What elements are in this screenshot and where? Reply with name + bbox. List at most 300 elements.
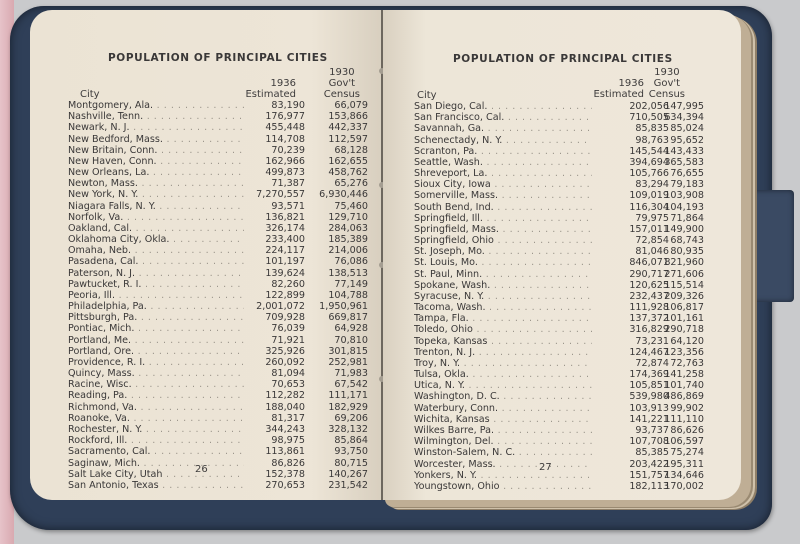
city-name: Sacramento, Cal. . . . [68,446,244,457]
census-1930: 79,183 [670,179,704,191]
city-name: St. Louis, Mo. . . . [414,257,592,268]
estimated-1936: 70,239 [271,144,305,156]
census-1930: 112,597 [328,133,368,145]
city-name: Oakland, Cal. . . . [68,223,244,234]
city-name: New York, N. Y. . . . [68,189,244,200]
estimated-1936: 539,980 [629,391,669,403]
estimated-1936: 139,624 [265,267,305,279]
table-row [414,157,704,168]
table-row [414,347,704,358]
city-name: St. Paul, Minn. . . . [414,269,592,280]
city-name: Niagara Falls, N. Y. . . . [68,201,244,212]
header-year-1936: 1936 [270,78,296,89]
population-table-left [68,100,368,491]
census-1930: 138,513 [328,267,368,279]
estimated-1936: 109,019 [629,190,669,202]
table-row [68,212,368,223]
city-name: Pasadena, Cal. . . . [68,256,244,267]
estimated-1936: 710,505 [629,112,669,124]
estimated-1936: 82,260 [271,278,305,290]
table-row [414,280,704,291]
table-row [414,101,704,112]
table-row [414,246,704,257]
table-row [68,134,368,145]
table-row [68,256,368,267]
census-1930: 134,646 [664,469,704,481]
city-name: Spokane, Wash. . . . [414,280,592,291]
table-row [414,123,704,134]
header-year-1936: 1936 [618,78,644,89]
city-name: Pawtucket, R. I. . . . [68,279,244,290]
table-row [68,335,368,346]
census-1930: 6,930,446 [319,189,368,201]
city-name: Oklahoma City, Okla. . . . [68,234,244,245]
estimated-1936: 846,071 [629,257,669,269]
city-name: Winston-Salem, N. C. . . . [414,447,592,458]
table-row [68,145,368,156]
census-1930: 301,815 [328,345,368,357]
estimated-1936: 76,039 [271,323,305,335]
city-name: Waterbury, Conn. . . . [414,403,592,414]
estimated-1936: 162,966 [265,155,305,167]
census-1930: 86,626 [670,424,704,436]
census-1930: 99,902 [670,402,704,414]
city-name: Saginaw, Mich. . . . [68,458,244,469]
estimated-1936: 122,899 [265,289,305,301]
city-name: Youngstown, Ohio . . . [414,481,592,492]
city-name: Roanoke, Va. . . . [68,413,244,424]
table-row [414,369,704,380]
table-row [68,357,368,368]
estimated-1936: 394,694 [629,156,669,168]
table-row [414,470,704,481]
table-row [414,459,704,470]
table-row [414,414,704,425]
estimated-1936: 105,851 [629,380,669,392]
city-name: New Bedford, Mass. . . . [68,134,244,145]
estimated-1936: 81,317 [271,412,305,424]
estimated-1936: 224,117 [265,245,305,257]
table-row [68,346,368,357]
estimated-1936: 86,826 [271,457,305,469]
census-1930: 67,542 [334,379,368,391]
census-1930: 214,006 [328,245,368,257]
census-1930: 76,086 [334,256,368,268]
census-1930: 140,267 [328,468,368,480]
city-name: Tacoma, Wash. . . . [414,302,592,313]
estimated-1936: 709,928 [265,312,305,324]
estimated-1936: 290,717 [629,268,669,280]
estimated-1936: 81,094 [271,368,305,380]
estimated-1936: 111,928 [629,302,669,314]
estimated-1936: 98,975 [271,435,305,447]
table-row [414,235,704,246]
estimated-1936: 182,113 [629,480,669,492]
header-govt: Gov't [653,78,681,89]
table-row [414,403,704,414]
estimated-1936: 137,372 [629,313,669,325]
estimated-1936: 73,231 [635,335,669,347]
estimated-1936: 116,304 [629,201,669,213]
estimated-1936: 326,174 [265,222,305,234]
estimated-1936: 7,270,557 [256,189,305,201]
table-row [68,469,368,480]
census-1930: 104,193 [664,201,704,213]
estimated-1936: 107,708 [629,436,669,448]
estimated-1936: 2,001,072 [256,301,305,313]
city-name: Richmond, Va. . . . [68,402,244,413]
table-row [414,425,704,436]
header-estimated: Estimated [593,89,644,100]
census-1930: 486,869 [664,391,704,403]
column-header-census [649,67,685,100]
city-name: St. Joseph, Mo. . . . [414,246,592,257]
city-name: Omaha, Neb. . . . [68,245,244,256]
city-name: Newton, Mass. . . . [68,178,244,189]
city-name: Wilmington, Del. . . . [414,436,592,447]
table-row [68,379,368,390]
column-header-city: City [80,89,100,100]
census-1930: 65,276 [334,178,368,190]
city-name: Quincy, Mass. . . . [68,368,244,379]
estimated-1936: 260,092 [265,356,305,368]
city-name: Racine, Wisc. . . . [68,379,244,390]
estimated-1936: 202,056 [629,101,669,112]
census-1930: 365,583 [664,156,704,168]
estimated-1936: 120,625 [629,279,669,291]
census-1930: 185,389 [328,234,368,246]
census-1930: 170,002 [664,480,704,492]
table-row [68,480,368,491]
table-row [68,100,368,111]
estimated-1936: 72,874 [635,357,669,369]
estimated-1936: 124,467 [629,346,669,358]
estimated-1936: 113,861 [265,446,305,458]
census-1930: 68,743 [670,235,704,247]
census-1930: 182,929 [328,401,368,413]
census-1930: 64,928 [334,323,368,335]
census-1930: 634,394 [664,112,704,124]
estimated-1936: 152,378 [265,468,305,480]
table-row [414,391,704,402]
city-name: Springfield, Mass. . . . [414,224,592,235]
city-name: Paterson, N. J. . . . [68,268,244,279]
estimated-1936: 101,197 [265,256,305,268]
estimated-1936: 71,921 [271,334,305,346]
census-1930: 70,810 [334,334,368,346]
city-name: Rockford, Ill. . . . [68,435,244,446]
table-row [414,380,704,391]
census-1930: 69,206 [334,412,368,424]
estimated-1936: 136,821 [265,211,305,223]
table-row [414,224,704,235]
estimated-1936: 103,913 [629,402,669,414]
estimated-1936: 316,829 [629,324,669,336]
census-1930: 123,356 [664,346,704,358]
census-1930: 290,718 [664,324,704,336]
table-row [414,302,704,313]
table-row [68,156,368,167]
table-row [414,336,704,347]
census-1930: 66,079 [334,100,368,111]
estimated-1936: 93,737 [635,424,669,436]
table-row [68,402,368,413]
population-table-right [414,101,704,492]
census-1930: 64,120 [670,335,704,347]
header-govt: Gov't [328,78,356,89]
table-row [68,279,368,290]
table-row [414,436,704,447]
city-name: San Antonio, Texas . . . [68,480,244,491]
estimated-1936: 72,854 [635,235,669,247]
table-row [414,358,704,369]
census-1930: 75,460 [334,200,368,212]
table-row [68,167,368,178]
census-1930: 68,128 [334,144,368,156]
table-row [414,168,704,179]
city-name: Pittsburgh, Pa. . . . [68,312,244,323]
census-1930: 77,149 [334,278,368,290]
table-row [414,447,704,458]
estimated-1936: 157,011 [629,223,669,235]
city-name: South Bend, Ind. . . . [414,202,592,213]
city-name: Syracuse, N. Y. . . . [414,291,592,302]
column-header-city: City [417,90,437,101]
estimated-1936: 203,422 [629,458,669,470]
table-row [68,312,368,323]
census-1930: 72,763 [670,357,704,369]
census-1930: 93,750 [334,446,368,458]
estimated-1936: 270,653 [265,479,305,491]
city-name: Trenton, N. J. . . . [414,347,592,358]
city-name: San Diego, Cal. . . . [414,101,592,112]
census-1930: 85,864 [334,435,368,447]
table-row [68,368,368,379]
city-name: Wilkes Barre, Pa. . . . [414,425,592,436]
census-1930: 149,900 [664,223,704,235]
census-1930: 669,817 [328,312,368,324]
city-name: Reading, Pa. . . . [68,390,244,401]
column-header-estimated [593,78,644,100]
estimated-1936: 93,571 [271,200,305,212]
city-name: Yonkers, N. Y. . . . [414,470,592,481]
city-name: Worcester, Mass. . . . [414,459,592,470]
census-1930: 71,864 [670,212,704,224]
census-1930: 101,740 [664,380,704,392]
city-name: Newark, N. J. . . . [68,122,244,133]
table-row [68,323,368,334]
header-estimated: Estimated [245,89,296,100]
city-name: Nashville, Tenn. . . . [68,111,244,122]
census-1930: 106,817 [664,302,704,314]
table-row [68,268,368,279]
estimated-1936: 85,385 [635,447,669,459]
table-row [68,111,368,122]
census-1930: 209,326 [664,290,704,302]
table-row [414,257,704,268]
estimated-1936: 83,190 [271,100,305,111]
table-row [414,179,704,190]
column-header-estimated [245,78,296,100]
table-row [414,269,704,280]
estimated-1936: 98,763 [635,134,669,146]
census-1930: 106,597 [664,436,704,448]
estimated-1936: 145,544 [629,145,669,157]
city-name: Troy, N. Y. . . . [414,358,592,369]
table-row [68,446,368,457]
census-1930: 821,960 [664,257,704,269]
census-1930: 71,983 [334,368,368,380]
estimated-1936: 188,040 [265,401,305,413]
census-1930: 103,908 [664,190,704,202]
city-name: San Francisco, Cal. . . . [414,112,592,123]
census-1930: 111,110 [664,413,704,425]
table-row [68,245,368,256]
estimated-1936: 499,873 [265,167,305,179]
city-name: Topeka, Kansas . . . [414,336,592,347]
census-1930: 111,171 [328,390,368,402]
city-name: Pontiac, Mich. . . . [68,323,244,334]
city-name: Somerville, Mass. . . . [414,190,592,201]
city-name: Montgomery, Ala. . . . [68,100,244,111]
estimated-1936: 325,926 [265,345,305,357]
city-name: Schenectady, N. Y. . . . [414,135,592,146]
city-name: Rochester, N. Y. . . . [68,424,244,435]
census-1930: 80,935 [670,246,704,258]
estimated-1936: 70,653 [271,379,305,391]
city-name: Peoria, Ill. . . . [68,290,244,301]
page-title: POPULATION OF PRINCIPAL CITIES [108,52,328,64]
table-row [414,324,704,335]
census-1930: 328,132 [328,423,368,435]
estimated-1936: 232,437 [629,290,669,302]
census-1930: 458,762 [328,167,368,179]
census-1930: 101,161 [664,313,704,325]
page-number: 27 [539,462,552,473]
page-number: 26 [195,464,208,475]
census-1930: 231,542 [328,479,368,491]
table-row [68,435,368,446]
city-name: Tulsa, Okla. . . . [414,369,592,380]
header-year-1930: 1930 [654,67,680,78]
header-year-1930: 1930 [329,67,355,78]
city-name: New Haven, Conn. . . . [68,156,244,167]
estimated-1936: 112,282 [265,390,305,402]
estimated-1936: 105,766 [629,168,669,180]
table-row [414,146,704,157]
estimated-1936: 141,221 [629,413,669,425]
city-name: Washington, D. C. . . . [414,391,592,402]
city-name: Philadelphia, Pa. . . . [68,301,244,312]
census-1930: 76,655 [670,168,704,180]
city-name: Portland, Me. . . . [68,335,244,346]
estimated-1936: 174,369 [629,369,669,381]
city-name: Shreveport, La. . . . [414,168,592,179]
table-row [68,234,368,245]
city-name: Portland, Ore. . . . [68,346,244,357]
table-row [414,135,704,146]
table-row [68,122,368,133]
table-row [68,424,368,435]
estimated-1936: 344,243 [265,423,305,435]
table-row [414,291,704,302]
table-row [68,301,368,312]
table-row [68,223,368,234]
estimated-1936: 151,757 [629,469,669,481]
estimated-1936: 81,046 [635,246,669,258]
census-1930: 85,024 [670,123,704,135]
table-row [414,481,704,492]
estimated-1936: 233,400 [265,234,305,246]
city-name: Tampa, Fla. . . . [414,313,592,324]
census-1930: 442,337 [328,122,368,134]
city-name: New Britain, Conn. . . . [68,145,244,156]
census-1930: 162,655 [328,155,368,167]
census-1930: 104,788 [328,289,368,301]
table-row [414,313,704,324]
estimated-1936: 85,835 [635,123,669,135]
census-1930: 195,311 [664,458,704,470]
census-1930: 115,514 [664,279,704,291]
city-name: Springfield, Ill. . . . [414,213,592,224]
census-1930: 129,710 [328,211,368,223]
census-1930: 95,652 [670,134,704,146]
census-1930: 75,274 [670,447,704,459]
header-census: Census [648,89,685,100]
column-header-census [324,67,360,100]
estimated-1936: 71,387 [271,178,305,190]
city-name: Seattle, Wash. . . . [414,157,592,168]
city-name: Wichita, Kansas . . . [414,414,592,425]
estimated-1936: 79,975 [635,212,669,224]
book-closure-tab[interactable] [750,190,794,302]
estimated-1936: 455,448 [265,122,305,134]
city-name: Toledo, Ohio . . . [414,324,592,335]
table-row [414,112,704,123]
table-row [414,202,704,213]
city-name: Sioux City, Iowa . . . [414,179,592,190]
census-1930: 80,715 [334,457,368,469]
census-1930: 284,063 [328,222,368,234]
estimated-1936: 176,977 [265,111,305,123]
table-row [68,290,368,301]
city-name: Springfield, Ohio . . . [414,235,592,246]
city-name: Scranton, Pa. . . . [414,146,592,157]
table-row [68,189,368,200]
header-census: Census [323,89,360,100]
city-name: Utica, N. Y. . . . [414,380,592,391]
city-name: Norfolk, Va. . . . [68,212,244,223]
city-name: Providence, R. I. . . . [68,357,244,368]
census-1930: 252,981 [328,356,368,368]
city-name: New Orleans, La. . . . [68,167,244,178]
right-page [383,10,741,500]
table-row [414,190,704,201]
page-title: POPULATION OF PRINCIPAL CITIES [453,53,673,65]
city-name: Savannah, Ga. . . . [414,123,592,134]
table-row [68,458,368,469]
table-row [68,201,368,212]
census-1930: 147,995 [664,101,704,112]
estimated-1936: 114,708 [265,133,305,145]
left-page [30,10,382,500]
census-1930: 271,606 [664,268,704,280]
census-1930: 143,433 [664,145,704,157]
table-row [68,413,368,424]
census-1930: 141,258 [664,369,704,381]
estimated-1936: 83,294 [635,179,669,191]
city-name: Salt Lake City, Utah . . . [68,469,244,480]
